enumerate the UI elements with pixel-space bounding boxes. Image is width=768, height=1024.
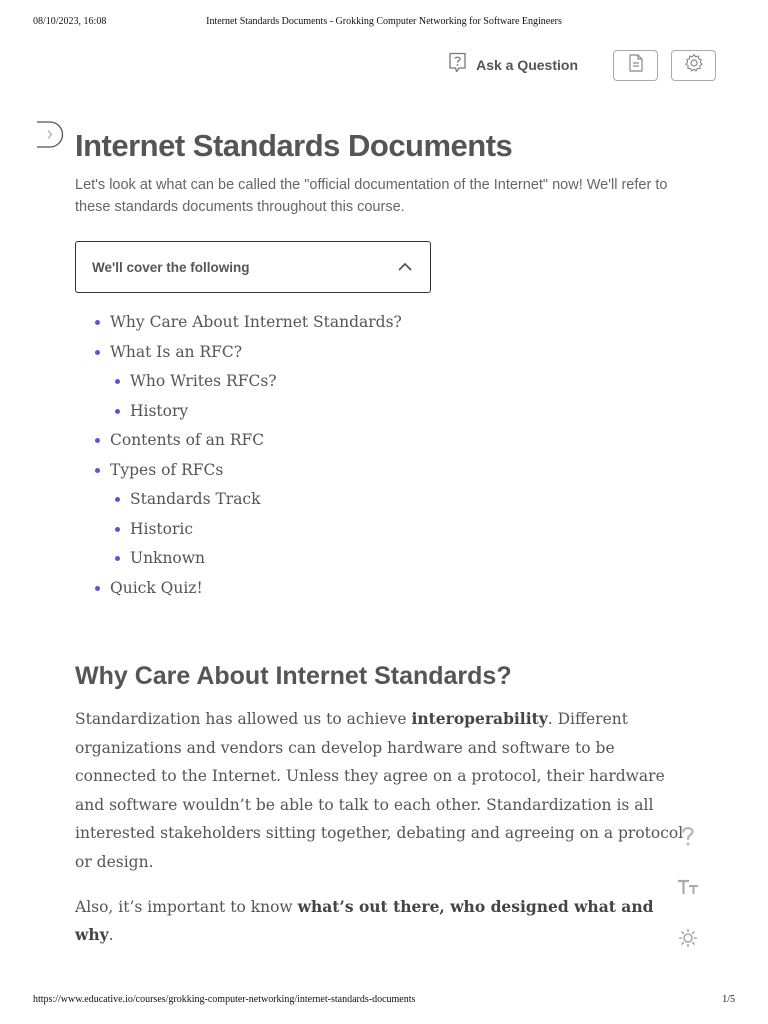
settings-button[interactable] <box>671 50 716 81</box>
section-paragraph <box>75 893 695 950</box>
toc-link[interactable]: Historic <box>130 519 194 538</box>
toc-item[interactable] <box>75 429 695 459</box>
bullet-icon <box>95 350 100 355</box>
text-size-icon <box>677 879 699 900</box>
section-paragraph <box>75 705 695 877</box>
toc-item[interactable] <box>75 341 695 371</box>
toc-item[interactable] <box>75 400 695 430</box>
toc-link[interactable]: Standards Track <box>130 490 261 508</box>
toc-link[interactable]: Who Writes RFCs? <box>130 372 277 390</box>
toc-item[interactable] <box>75 547 695 577</box>
chevron-up-icon <box>398 258 412 276</box>
notes-button[interactable] <box>613 50 658 81</box>
gear-icon <box>684 53 704 78</box>
paragraph-text: Also, it’s important to know <box>75 897 298 916</box>
bullet-icon <box>95 468 100 473</box>
print-datetime: 08/10/2023, 16:08 <box>33 16 107 27</box>
bullet-icon <box>95 438 100 443</box>
chevron-right-icon <box>36 135 64 152</box>
toc-link[interactable]: Quick Quiz! <box>110 578 203 597</box>
ask-question-button[interactable] <box>448 52 578 78</box>
paragraph-bold-text: what’s out there, who designed what and why <box>75 896 654 945</box>
paragraph-text: Standardization has allowed us to achieve <box>75 710 412 728</box>
paragraph-text: . <box>108 926 114 945</box>
main-content <box>75 124 695 950</box>
toc-link[interactable]: What Is an RFC? <box>110 342 243 361</box>
page-intro: Let's look at what can be called the "official documentation of the Internet" now! We'll refer to these standards documents throughout this course. <box>75 177 668 215</box>
bullet-icon <box>115 497 120 502</box>
toc-link[interactable]: Unknown <box>130 549 206 567</box>
bullet-icon <box>115 379 120 384</box>
top-toolbar <box>448 48 716 82</box>
ask-question-label: Ask a Question <box>476 57 578 73</box>
paragraph-text: . Different organizations and vendors can develop hardware and software to be connected to the Internet. Unless they agree on a protocol, their hardware and software wouldn’t be able to talk to each other. Standardization is all interested stakeholders sitting together, debating and agreeing on a protocol or design. <box>75 710 684 871</box>
theme-sun-icon <box>678 928 698 953</box>
print-url: https://www.educative.io/courses/grokking-computer-networking/internet-standards-documents <box>33 994 416 1005</box>
toc-item[interactable] <box>75 370 695 400</box>
bullet-icon <box>95 586 100 591</box>
bullet-icon <box>95 320 100 325</box>
print-footer <box>0 994 768 1008</box>
sidebar-toggle-button[interactable] <box>36 121 64 148</box>
print-doc-title: Internet Standards Documents - Grokking Computer Networking for Software Engineers <box>206 16 562 27</box>
floating-tools <box>676 826 700 953</box>
toc-toggle[interactable] <box>75 241 431 293</box>
theme-toggle-button[interactable] <box>676 928 700 953</box>
print-page-number: 1/5 <box>722 994 735 1005</box>
toc-item[interactable] <box>75 577 695 607</box>
bullet-icon <box>115 556 120 561</box>
section-heading: Why Care About Internet Standards? <box>75 662 512 690</box>
document-icon <box>628 54 644 77</box>
toc-item[interactable] <box>75 488 695 518</box>
bullet-icon <box>115 527 120 532</box>
toc-link[interactable]: Contents of an RFC <box>110 431 265 449</box>
toc-link[interactable]: History <box>130 401 189 420</box>
help-button[interactable] <box>676 826 700 851</box>
toc-item[interactable] <box>75 459 695 489</box>
toc-title: We'll cover the following <box>92 259 250 275</box>
paragraph-bold-text: interoperability <box>411 709 548 728</box>
toc-item[interactable] <box>75 518 695 548</box>
text-size-button[interactable] <box>676 877 700 902</box>
help-icon <box>681 825 695 852</box>
bullet-icon <box>115 409 120 414</box>
question-box-icon <box>448 52 467 78</box>
toc-list <box>75 311 695 606</box>
toc-link[interactable]: Types of RFCs <box>110 460 224 479</box>
toc-link[interactable]: Why Care About Internet Standards? <box>110 313 402 331</box>
print-header <box>0 16 768 30</box>
toc-item[interactable] <box>75 311 695 341</box>
page-title: Internet Standards Documents <box>75 128 513 163</box>
